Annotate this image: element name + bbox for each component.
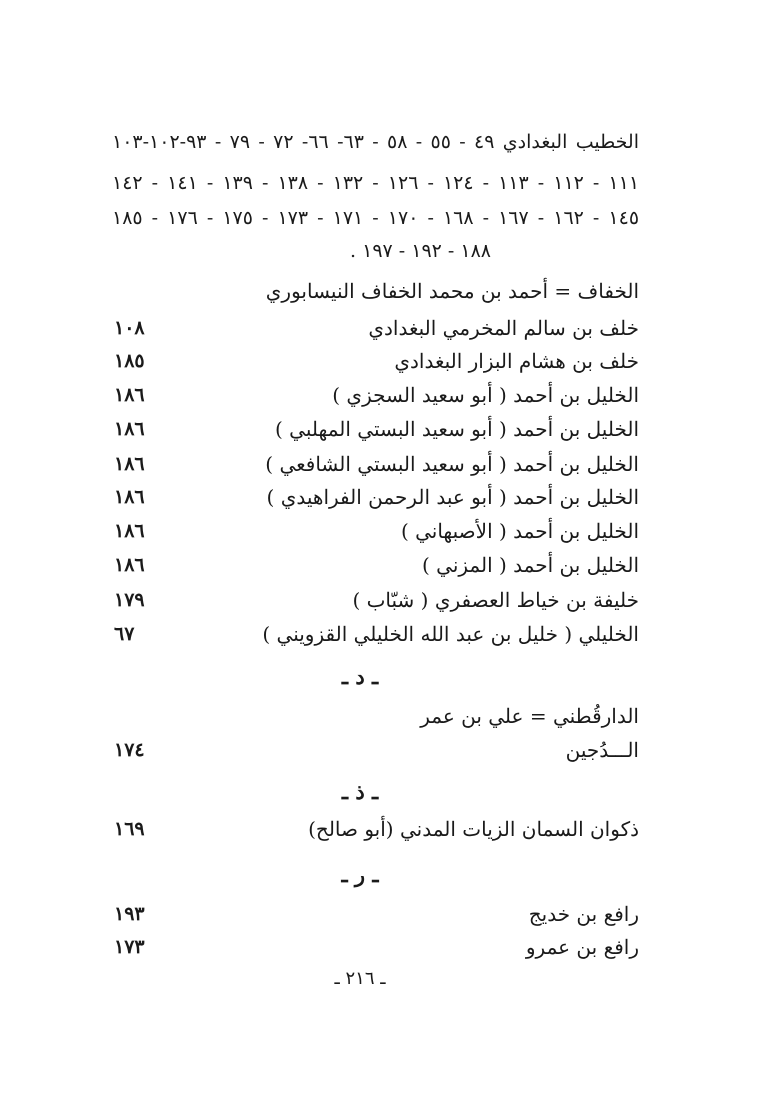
index-entry-page: ١٨٦: [114, 418, 145, 440]
index-line: ١١١ - ١١٢ - ١١٣ - ١٢٤ - ١٢٦ - ١٣٢ - ١٣٨ - ١٣٩ - ١٤١ - ١٤٢: [112, 172, 640, 194]
cross-reference: الدارقُطني = علي بن عمر: [420, 704, 639, 728]
index-line: الخطيب البغدادي ٤٩ - ٥٥ - ٥٨ - ٦٣- ٦٦- ٧٢ - ٧٩ - ٩٣-١٠٢-١٠٣: [112, 131, 639, 153]
index-entry-name: رافع بن عمرو: [525, 935, 639, 959]
index-entry-name: الخليل بن أحمد ( أبو عبد الرحمن الفراهيدي ): [266, 485, 639, 509]
index-entry-page: ١٧٩: [114, 589, 145, 611]
index-entry-name: الخليل بن أحمد ( أبو سعيد البستي الشافعي ): [265, 452, 639, 476]
section-heading-dal: ـ د ـ: [341, 664, 379, 689]
index-entry-name: الخليل بن أحمد ( المزني ): [421, 553, 639, 577]
section-heading-ra: ـ ر ـ: [341, 862, 379, 887]
index-entry-page: ١٩٣: [114, 903, 145, 925]
index-entry-page: ١٠٨: [114, 317, 145, 339]
index-line: ١٤٥ - ١٦٢ - ١٦٧ - ١٦٨ - ١٧٠ - ١٧١ - ١٧٣ - ١٧٥ - ١٧٦ - ١٨٥: [112, 207, 640, 229]
page-number: ـ ٢١٦ ـ: [334, 968, 386, 989]
index-entry-name: خلف بن سالم المخرمي البغدادي: [368, 316, 639, 340]
index-entry-name: خليفة بن خياط العصفري ( شبّاب ): [352, 588, 639, 612]
index-entry-page: ١٨٦: [114, 486, 145, 508]
index-entry-page: ٦٧: [114, 623, 135, 645]
index-entry-page: ١٨٦: [114, 453, 145, 475]
index-entry-page: ١٦٩: [114, 818, 145, 840]
index-entry-name: الخليل بن أحمد ( أبو سعيد البستي المهلبي ): [275, 417, 639, 441]
index-entry-page: ١٨٦: [114, 384, 145, 406]
index-entry-page: ١٨٦: [114, 520, 145, 542]
index-entry-name: الخليل بن أحمد ( أبو سعيد السجزي ): [332, 383, 639, 407]
index-entry-name: ذكوان السمان الزيات المدني (أبو صالح): [308, 817, 639, 841]
index-line: ١٨٨ - ١٩٢ - ١٩٧ .: [350, 240, 491, 262]
index-entry-page: ١٧٤: [114, 739, 145, 761]
index-entry-name: رافع بن خديج: [528, 902, 639, 926]
index-entry-page: ١٧٣: [114, 936, 145, 958]
section-heading-dhal: ـ ذ ـ: [341, 779, 379, 804]
index-entry-name: الخليلي ( خليل بن عبد الله الخليلي القزويني ): [262, 622, 639, 646]
index-entry-name: خلف بن هشام البزار البغدادي: [394, 349, 639, 373]
index-entry-page: ١٨٥: [114, 350, 145, 372]
index-entry-name: الـــدُجين: [565, 738, 639, 762]
cross-reference: الخفاف = أحمد بن محمد الخفاف النيسابوري: [265, 279, 639, 303]
index-entry-name: الخليل بن أحمد ( الأصبهاني ): [400, 519, 639, 543]
index-entry-page: ١٨٦: [114, 554, 145, 576]
